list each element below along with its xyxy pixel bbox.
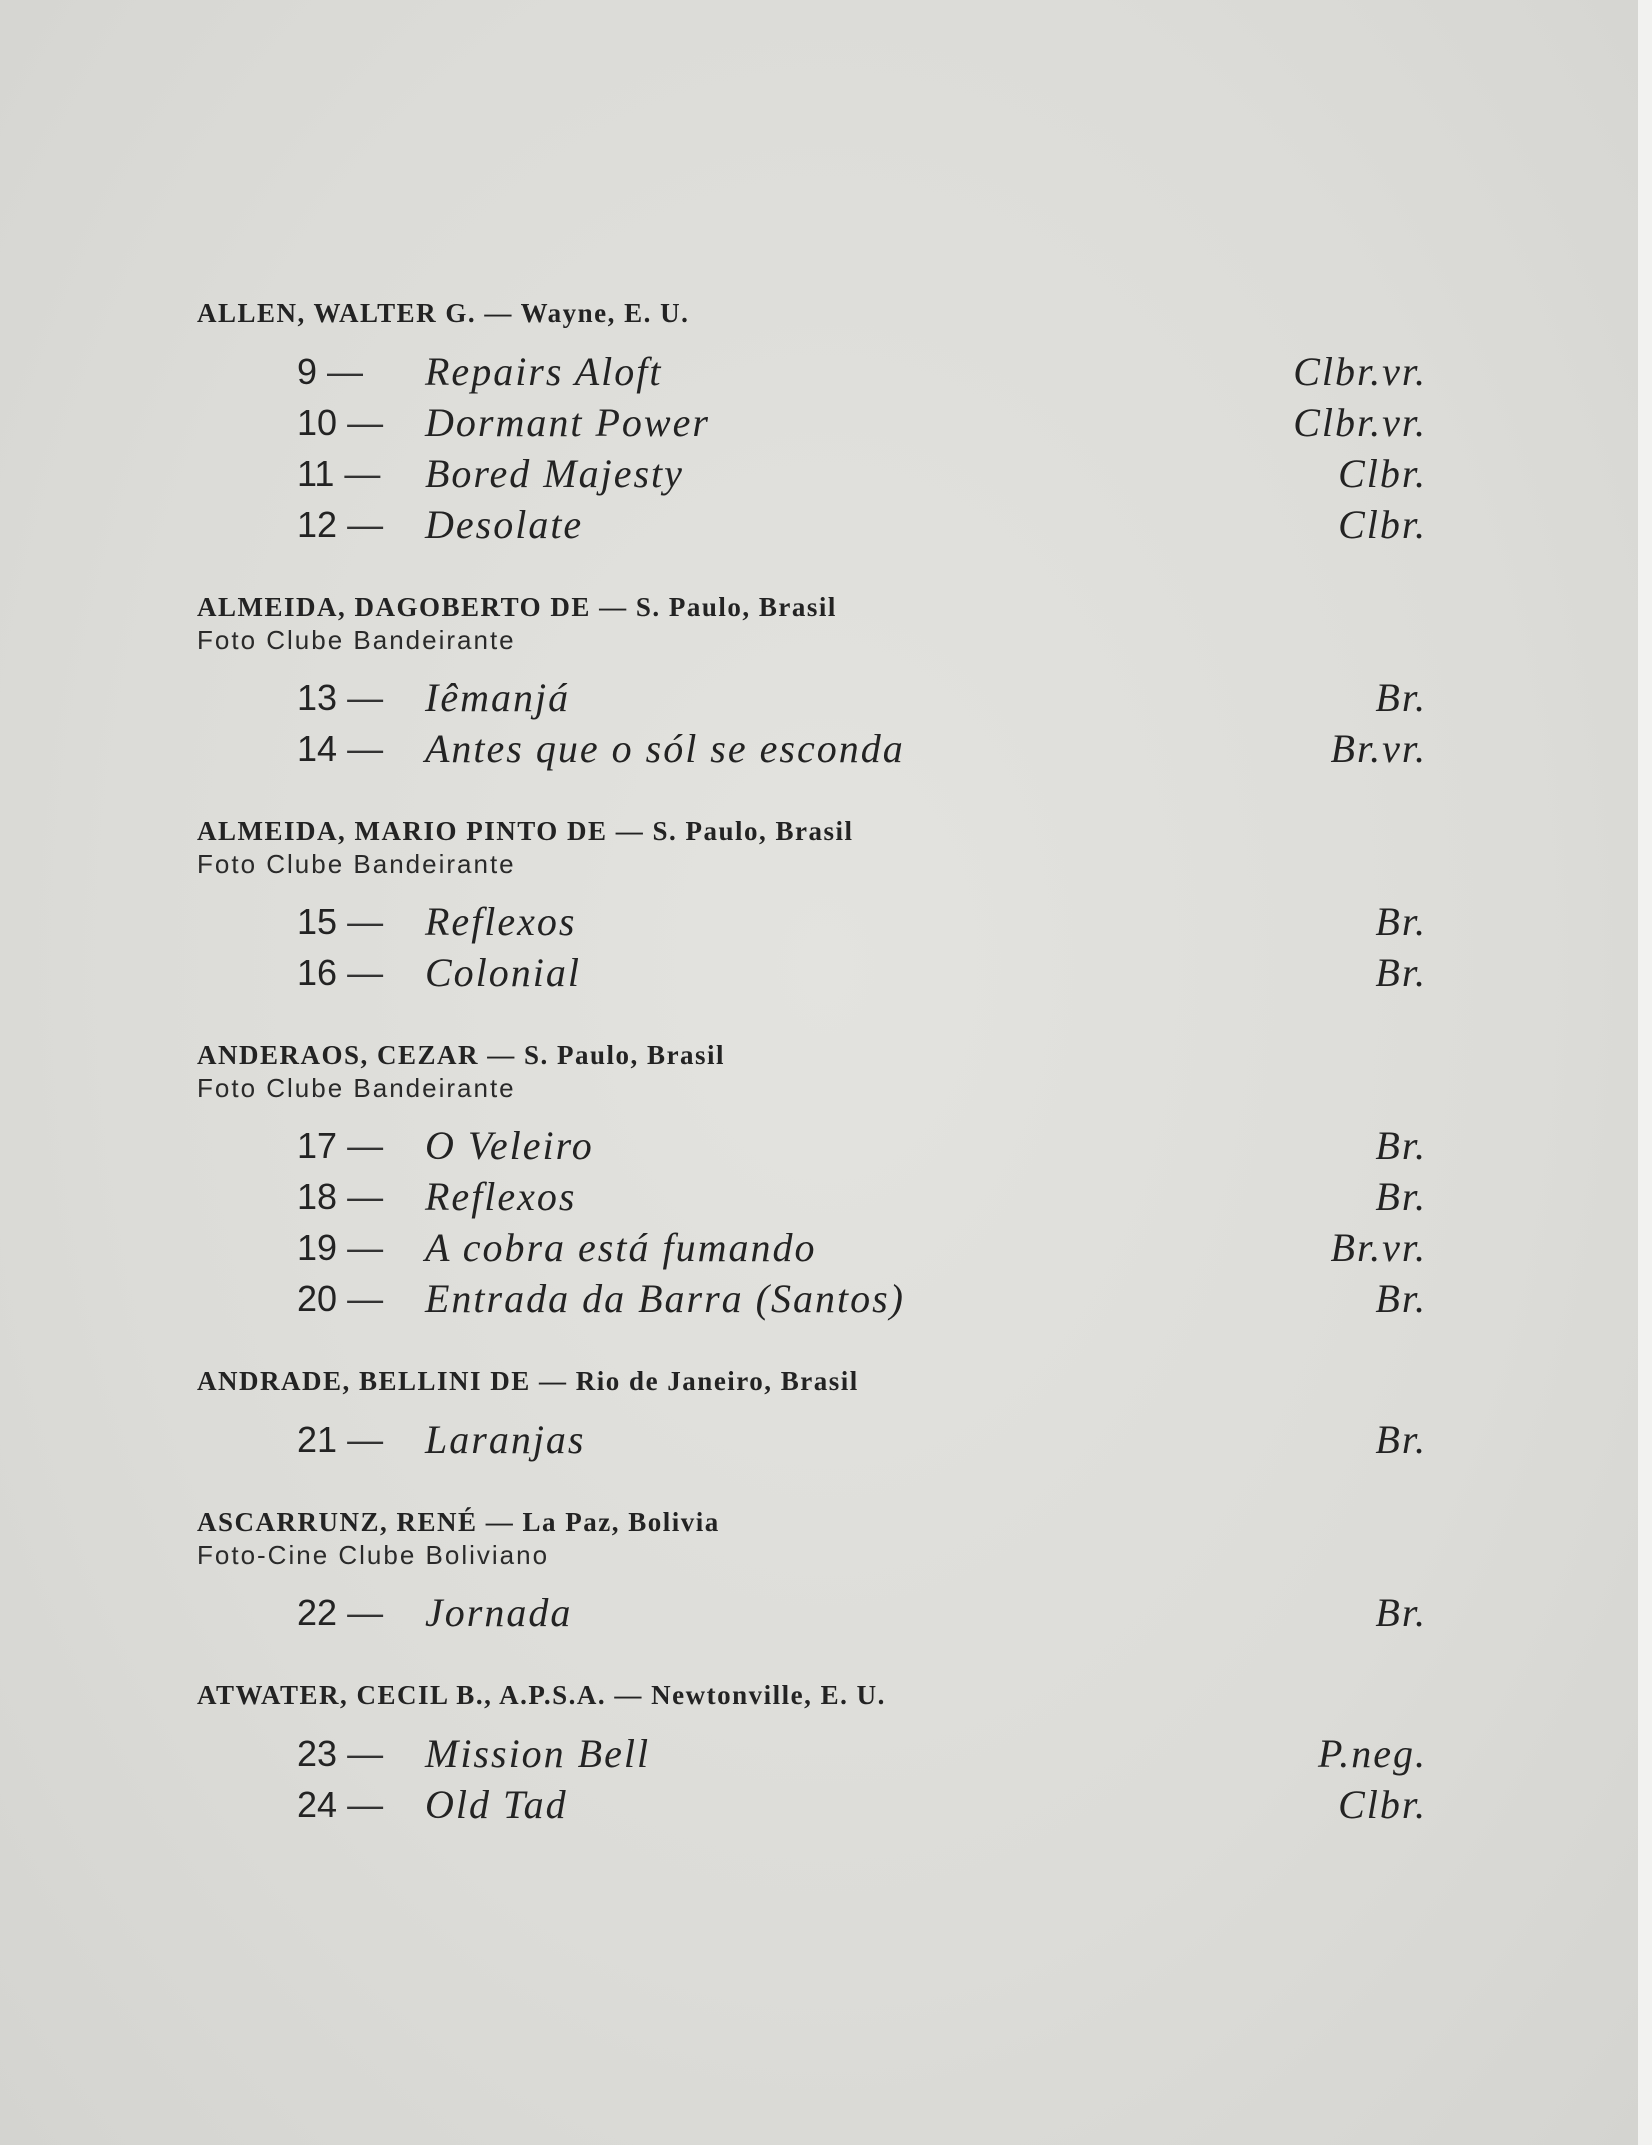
works-list bbox=[197, 672, 1427, 774]
work-technique: Br. bbox=[1375, 1123, 1427, 1168]
work-number: 13 — bbox=[297, 677, 384, 718]
work-number: 10 — bbox=[297, 402, 384, 443]
work-title: Desolate bbox=[425, 502, 584, 547]
page-edge bbox=[1638, 0, 1652, 2145]
catalog-entry bbox=[197, 1505, 1427, 1638]
work-title: Mission Bell bbox=[425, 1731, 651, 1776]
work-item bbox=[197, 499, 1427, 550]
work-item bbox=[197, 1273, 1427, 1324]
work-title: Antes que o sól se esconda bbox=[425, 726, 905, 771]
work-technique: Clbr.vr. bbox=[1293, 349, 1427, 394]
work-technique: Clbr. bbox=[1338, 1782, 1427, 1827]
exhibitor-heading: ALLEN, WALTER G. — Wayne, E. U. bbox=[197, 298, 690, 328]
work-title: Dormant Power bbox=[425, 400, 710, 445]
work-item bbox=[197, 1779, 1427, 1830]
work-technique: Clbr. bbox=[1338, 502, 1427, 547]
work-title: Colonial bbox=[425, 950, 582, 995]
work-number: 12 — bbox=[297, 504, 384, 545]
work-number: 16 — bbox=[297, 952, 384, 993]
exhibitor-heading: ALMEIDA, DAGOBERTO DE — S. Paulo, Brasil bbox=[197, 592, 837, 622]
work-item bbox=[197, 1728, 1427, 1779]
work-item bbox=[197, 1414, 1427, 1465]
works-list bbox=[197, 1414, 1427, 1465]
work-technique: Br. bbox=[1375, 1590, 1427, 1635]
work-number: 24 — bbox=[297, 1784, 384, 1825]
work-technique: Br. bbox=[1375, 1174, 1427, 1219]
work-item bbox=[197, 1171, 1427, 1222]
work-title: A cobra está fumando bbox=[425, 1225, 817, 1270]
work-number: 17 — bbox=[297, 1125, 384, 1166]
works-list bbox=[197, 896, 1427, 998]
exhibitor-heading: ALMEIDA, MARIO PINTO DE — S. Paulo, Brasil bbox=[197, 816, 854, 846]
work-technique: Br. bbox=[1375, 950, 1427, 995]
exhibitor-heading: ASCARRUNZ, RENÉ — La Paz, Bolivia bbox=[197, 1507, 720, 1537]
work-technique: Br.vr. bbox=[1330, 726, 1427, 771]
work-number: 21 — bbox=[297, 1419, 384, 1460]
work-technique: P.neg. bbox=[1317, 1731, 1427, 1776]
works-list bbox=[197, 1728, 1427, 1830]
work-number: 9 — bbox=[297, 351, 364, 392]
work-title: Old Tad bbox=[425, 1782, 568, 1827]
work-item bbox=[197, 723, 1427, 774]
work-technique: Clbr.vr. bbox=[1293, 400, 1427, 445]
work-item bbox=[197, 448, 1427, 499]
works-list bbox=[197, 1587, 1427, 1638]
catalog-list bbox=[197, 296, 1427, 1870]
work-item bbox=[197, 672, 1427, 723]
catalog-entry bbox=[197, 1364, 1427, 1465]
work-title: Iêmanjá bbox=[425, 675, 571, 720]
catalog-entry bbox=[197, 814, 1427, 998]
work-title: Jornada bbox=[425, 1590, 573, 1635]
work-number: 18 — bbox=[297, 1176, 384, 1217]
work-number: 14 — bbox=[297, 728, 384, 769]
work-technique: Br. bbox=[1375, 899, 1427, 944]
work-item bbox=[197, 1587, 1427, 1638]
work-number: 20 — bbox=[297, 1278, 384, 1319]
work-number: 11 — bbox=[297, 453, 381, 494]
work-title: Reflexos bbox=[425, 899, 577, 944]
work-item bbox=[197, 346, 1427, 397]
work-item bbox=[197, 397, 1427, 448]
work-title: Bored Majesty bbox=[425, 451, 684, 496]
works-list bbox=[197, 346, 1427, 550]
exhibitor-heading: ANDRADE, BELLINI DE — Rio de Janeiro, Brasil bbox=[197, 1366, 859, 1396]
exhibitor-club: Foto Clube Bandeirante bbox=[197, 1073, 516, 1103]
exhibitor-club: Foto Clube Bandeirante bbox=[197, 625, 516, 655]
exhibitor-club: Foto-Cine Clube Boliviano bbox=[197, 1540, 550, 1570]
work-technique: Br.vr. bbox=[1330, 1225, 1427, 1270]
work-technique: Br. bbox=[1375, 1417, 1427, 1462]
catalog-entry bbox=[197, 1678, 1427, 1830]
catalog-entry bbox=[197, 590, 1427, 774]
work-title: O Veleiro bbox=[425, 1123, 594, 1168]
work-number: 15 — bbox=[297, 901, 384, 942]
work-item bbox=[197, 947, 1427, 998]
work-item bbox=[197, 896, 1427, 947]
work-technique: Clbr. bbox=[1338, 451, 1427, 496]
exhibitor-heading: ATWATER, CECIL B., A.P.S.A. — Newtonville, E. U. bbox=[197, 1680, 886, 1710]
work-number: 22 — bbox=[297, 1592, 384, 1633]
work-title: Laranjas bbox=[425, 1417, 586, 1462]
work-item bbox=[197, 1222, 1427, 1273]
work-technique: Br. bbox=[1375, 1276, 1427, 1321]
exhibitor-club: Foto Clube Bandeirante bbox=[197, 849, 516, 879]
works-list bbox=[197, 1120, 1427, 1324]
exhibitor-heading: ANDERAOS, CEZAR — S. Paulo, Brasil bbox=[197, 1040, 726, 1070]
work-title: Reflexos bbox=[425, 1174, 577, 1219]
catalog-entry bbox=[197, 296, 1427, 550]
work-number: 19 — bbox=[297, 1227, 384, 1268]
work-item bbox=[197, 1120, 1427, 1171]
work-technique: Br. bbox=[1375, 675, 1427, 720]
work-number: 23 — bbox=[297, 1733, 384, 1774]
catalog-entry bbox=[197, 1038, 1427, 1324]
work-title: Entrada da Barra (Santos) bbox=[425, 1276, 905, 1321]
work-title: Repairs Aloft bbox=[425, 349, 663, 394]
